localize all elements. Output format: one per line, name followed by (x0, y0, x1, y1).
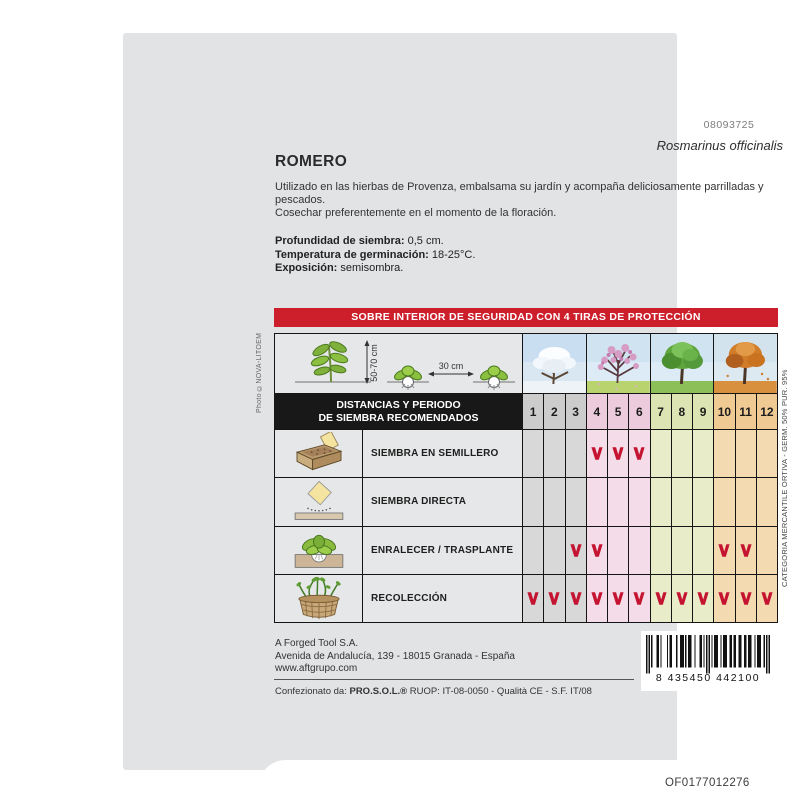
calendar-cell (692, 527, 713, 574)
product-title: ROMERO (275, 153, 348, 170)
autumn-tree-icon (713, 334, 777, 393)
packer-brand: PRO.S.O.L.® (349, 686, 408, 697)
calendar-cell (628, 527, 649, 574)
bottom-strip (258, 760, 790, 800)
summer-tree-icon (650, 334, 714, 393)
calendar-cell (692, 430, 713, 477)
footer-divider (274, 679, 634, 680)
calendar-cell (671, 430, 692, 477)
calendar-title: DISTANCIAS Y PERIODO DE SIEMBRA RECOMENDADOS (275, 394, 522, 429)
batch-code-badge: 08093725 (686, 117, 772, 134)
month-header: 7 (650, 394, 671, 429)
check-icon (590, 542, 604, 559)
month-header: 12 (756, 394, 777, 429)
calendar-row (275, 526, 777, 574)
check-icon (654, 590, 668, 607)
barcode-bars-icon (646, 635, 770, 676)
check-icon (611, 445, 625, 462)
calendar-cell (692, 478, 713, 525)
height-label: 50-70 cm (369, 344, 379, 382)
calendar-cell (735, 430, 756, 477)
calendar-cell (735, 478, 756, 525)
check-icon (569, 590, 583, 607)
calendar-cell (671, 575, 692, 622)
check-icon (739, 542, 753, 559)
calendar-cell (543, 430, 564, 477)
check-icon (739, 590, 753, 607)
calendar-row-label: RECOLECCIÓN (362, 575, 522, 622)
calendar-cell (650, 527, 671, 574)
sowing-calendar (274, 333, 778, 623)
calendar-cell (543, 478, 564, 525)
month-header: 5 (607, 394, 628, 429)
calendar-cell (522, 527, 543, 574)
description (275, 181, 780, 220)
calendar-cell (735, 527, 756, 574)
seedling-left (393, 366, 423, 390)
seedling-right (479, 366, 509, 390)
calendar-cell (586, 430, 607, 477)
check-icon (760, 590, 774, 607)
check-icon (611, 590, 625, 607)
calendar-cell (586, 478, 607, 525)
calendar-cell (650, 478, 671, 525)
category-side-note: CATEGORIA MERCANTILE ORTIVA - GERM. 50% PUR. 95% (780, 369, 789, 587)
calendar-cell (522, 430, 543, 477)
calendar-row-label: ENRALECER / TRASPLANTE (362, 527, 522, 574)
distance-label: 30 cm (438, 361, 464, 371)
calendar-row (275, 477, 777, 525)
harvest-basket-icon (275, 575, 362, 622)
calendar-cell (565, 430, 586, 477)
check-icon (632, 590, 646, 607)
calendar-row-label: SIEMBRA EN SEMILLERO (362, 430, 522, 477)
company-street: Avenida de Andalucía, 139 - 18015 Granada - España (275, 650, 515, 662)
calendar-cell (713, 478, 734, 525)
month-header: 1 (522, 394, 543, 429)
check-icon (547, 590, 561, 607)
calendar-cell (586, 575, 607, 622)
check-icon (526, 590, 540, 607)
calendar-cell (628, 430, 649, 477)
calendar-cell (692, 575, 713, 622)
month-header: 11 (735, 394, 756, 429)
company-name: A Forged Tool S.A. (275, 638, 359, 649)
company-website: www.aftgrupo.com (275, 663, 358, 674)
seed-tray-icon (275, 430, 362, 477)
seed-packet-card (123, 33, 789, 789)
company-address (275, 638, 515, 676)
photo-credit: Photo ©NOVA-LITOEM (256, 333, 263, 414)
calendar-cell (756, 478, 777, 525)
transplant-icon (275, 527, 362, 574)
month-header: 4 (586, 394, 607, 429)
calendar-row (275, 574, 777, 622)
calendar-cell (735, 575, 756, 622)
calendar-cell (543, 527, 564, 574)
calendar-cell (565, 527, 586, 574)
spec-depth: Profundidad de siembra: 0,5 cm. (275, 235, 444, 247)
check-icon (569, 542, 583, 559)
calendar-cell (671, 478, 692, 525)
spring-tree-icon (586, 334, 650, 393)
calendar-cell (607, 575, 628, 622)
month-header: 10 (713, 394, 734, 429)
calendar-cell (522, 478, 543, 525)
calendar-cell (607, 430, 628, 477)
calendar-cell (713, 527, 734, 574)
calendar-cell (565, 575, 586, 622)
calendar-row (275, 429, 777, 477)
calendar-cell (650, 430, 671, 477)
description-line: Cosechar preferentemente en el momento de la floración. (275, 207, 557, 219)
calendar-cell (628, 575, 649, 622)
spec-list (275, 235, 475, 276)
calendar-title-row (275, 393, 777, 429)
check-icon (590, 445, 604, 462)
barcode-digits: 8 435450 442100 (655, 672, 761, 684)
calendar-row-label: SIEMBRA DIRECTA (362, 478, 522, 525)
description-line: Utilizado en las hierbas de Provenza, embalsama su jardín y acompaña deliciosamente parrilladas y pescados. (275, 181, 764, 206)
check-icon (675, 590, 689, 607)
latin-name: Rosmarinus officinalis (656, 138, 783, 153)
calendar-cell (607, 478, 628, 525)
month-header: 8 (671, 394, 692, 429)
month-header: 6 (628, 394, 649, 429)
calendar-body (275, 429, 777, 622)
calendar-cell (565, 478, 586, 525)
security-banner: SOBRE INTERIOR DE SEGURIDAD CON 4 TIRAS DE PROTECCIÓN (274, 308, 778, 327)
calendar-cell (671, 527, 692, 574)
months-row (522, 394, 777, 429)
packer-line: Confezionato da: PRO.S.O.L.® RUOP: IT-08-0050 - Qualità CE - S.F. IT/08 (275, 686, 592, 697)
calendar-header-row (275, 334, 777, 393)
spec-temperature: Temperatura de germinación: 18-25°C. (275, 248, 476, 261)
calendar-cell (756, 575, 777, 622)
month-header: 3 (565, 394, 586, 429)
spec-exposure: Exposición: semisombra. (275, 262, 404, 274)
calendar-cell (543, 575, 564, 622)
calendar-cell (628, 478, 649, 525)
calendar-cell (650, 575, 671, 622)
check-icon (696, 590, 710, 607)
calendar-cell (756, 527, 777, 574)
order-code: OF0177012276 (665, 777, 750, 789)
spacing-diagram (275, 334, 522, 393)
check-icon (632, 445, 646, 462)
calendar-cell (756, 430, 777, 477)
calendar-cell (586, 527, 607, 574)
check-icon (717, 542, 731, 559)
direct-sow-icon (275, 478, 362, 525)
check-icon (590, 590, 604, 607)
barcode (641, 631, 775, 691)
calendar-cell (607, 527, 628, 574)
month-header: 9 (692, 394, 713, 429)
calendar-cell (713, 430, 734, 477)
check-icon (717, 590, 731, 607)
winter-tree-icon (522, 334, 586, 393)
calendar-cell (713, 575, 734, 622)
month-header: 2 (543, 394, 564, 429)
calendar-cell (522, 575, 543, 622)
